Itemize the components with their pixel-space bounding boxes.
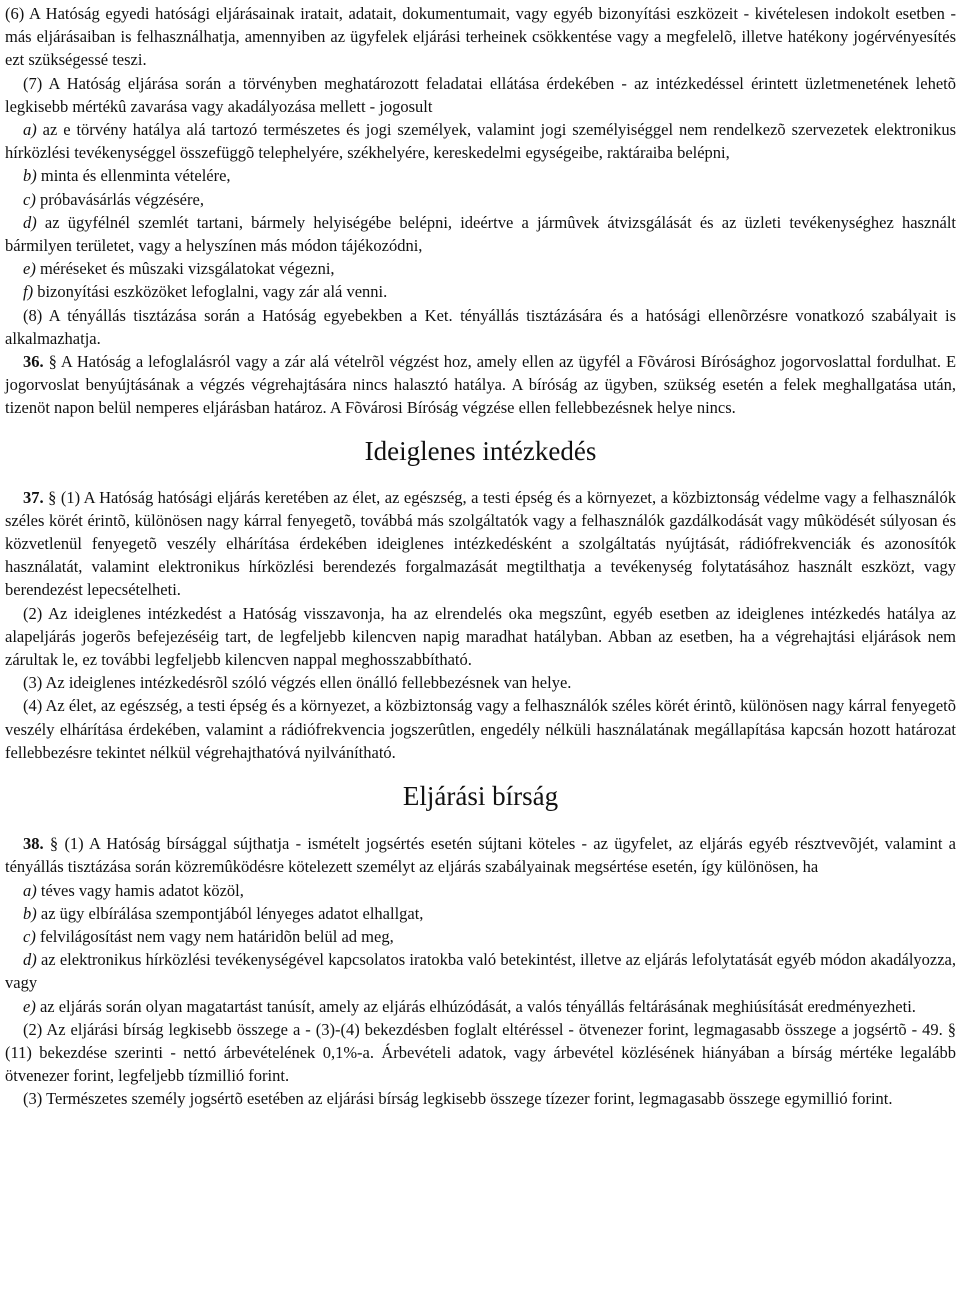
item-letter: e) <box>23 259 36 279</box>
section-sign: § <box>48 352 57 372</box>
section-number: 38. <box>23 834 44 854</box>
section-number: 36. <box>23 352 44 372</box>
item-letter: f) <box>23 282 34 302</box>
list-item-d <box>5 211 956 257</box>
paragraph-37-2: (2) Az ideiglenes intézkedést a Hatóság visszavonja, ha az elrendelés oka megszûnt, egyéb esetben az ideiglenes intézkedés hatálya az alapeljárás jogerõs befejezéséig tart, de legfeljebb kilencven napig maradhat hatályban. Abban az esetben, ha a végrehajtási eljárások nem zárultak le, ez további legfeljebb kilencven nappal meghosszabbítható. <box>5 603 956 670</box>
item-text: bizonyítási eszközöket lefoglalni, vagy zár alá venni. <box>37 282 388 302</box>
list-item-b <box>5 902 956 925</box>
list-item-f <box>5 280 956 303</box>
list-item-b <box>5 164 956 187</box>
section-text: (1) A Hatóság bírsággal sújthatja - ismételt jogsértés esetén sújtani köteles - az ügyfelet, az eljárás egyéb résztvevõjét, valamint a tényállás tisztázása során közremûködésre kötelezett személyt az eljárás szabályainak megsértése esetén, így különösen, ha <box>5 834 957 877</box>
paragraph-6: (6) A Hatóság egyedi hatósági eljárásainak iratait, adatait, dokumentumait, vagy egyéb bizonyítási eszközeit - kivételesen indokolt esetben - más eljárásaiban is felhasználhatja, amennyiben az ügyfelek eljárási terheinek csökkentése vagy a megfelelõ, illetve hatékony jogérvényesítés ezt szükségessé teszi. <box>5 4 956 70</box>
list-item-a <box>5 879 956 902</box>
section-37 <box>5 486 956 602</box>
heading-eljarasi-birsag: Eljárási bírság <box>402 781 559 812</box>
list-item-e <box>5 257 956 280</box>
item-letter: b) <box>23 166 37 186</box>
paragraph-8: (8) A tényállás tisztázása során a Hatóság egyebekben a Ket. tényállás tisztázására és a hatósági ellenõrzésre vonatkozó szabályait is alkalmazhatja. <box>5 305 956 348</box>
list-item-a <box>5 118 956 164</box>
list-item-e <box>5 995 956 1018</box>
item-text: próbavásárlás végzésére, <box>39 189 204 209</box>
section-text: A Hatóság a lefoglalásról vagy a zár alá vételrõl végzést hoz, amely ellen az ügyfél a Fõvárosi Bíróságho​z jogorvoslattal fordulhat. E jogorvoslat benyújtásának a végzés végrehajtására nincs halasztó hatálya. A bíróság az ügyben, szükség esetén a felek meghallgatása után, tizenöt napon belül nemperes eljárásban határoz. A Fõvárosi Bíróság végzése ellen fellebbezésnek helye nincs. <box>5 352 957 418</box>
section-sign: § <box>49 834 59 854</box>
item-letter: a) <box>23 120 37 140</box>
item-letter: c) <box>23 189 36 209</box>
item-text: az ügy elbírálása szempontjából lényeges adatot elhallgat, <box>40 903 424 923</box>
item-letter: e) <box>23 996 36 1016</box>
section-text: (1) A Hatóság hatósági eljárás keretében az élet, az egészség, a testi épség és a környezet, a közbiztonság védelme vagy a felhasználók széles körét érintõ, különösen nagy kárral fenyegetõ, továbbá más szolgáltatók vagy a felhasználók gazdálkodását vagy mûködését súlyosan és közvetlenül fenyegetõ veszély elhárítása érdekében ideiglenes intézkedésként a szolgáltatás nyújtását, rádiófrekvenciák és azonosítók használatát, valamint elektronikus hírközlési berendezés forgalmazását megtilthatja a tevékenység folytatásához használt eszközt, vagy berendezést lepecsételheti. <box>5 487 957 600</box>
list-item-c <box>5 925 956 948</box>
paragraph-38-3: (3) Természetes személy jogsértõ esetében az eljárási bírság legkisebb összege tízezer forint, legmagasabb összege egymillió forint. <box>23 1089 893 1109</box>
item-letter: c) <box>23 926 36 946</box>
section-sign: § <box>48 487 57 507</box>
paragraph-37-4: (4) Az élet, az egészség, a testi épség és a környezet, a közbiztonság vagy a felhasználók széles körét érintõ, különösen nagy kárral fenyegetõ veszély elhárítása érdekében, valamint a rádiófrekvencia jogszerûtlen, engedély nélküli használatának megállapítása kapcsán hozott határozat fellebbezésre tekintet nélkül végrehajthatóvá nyilvánítható. <box>5 696 956 762</box>
item-text: téves vagy hamis adatot közöl, <box>40 880 244 900</box>
list-item-c <box>5 188 956 211</box>
section-36 <box>5 350 956 420</box>
item-letter: b) <box>23 903 37 923</box>
paragraph-37-3: (3) Az ideiglenes intézkedésrõl szóló végzés ellen önálló fellebbezésnek van helye. <box>23 673 572 693</box>
item-letter: d) <box>23 212 37 232</box>
paragraph-7: (7) A Hatóság eljárása során a törvényben meghatározott feladatai ellátása érdekében - az intézkedéssel érintett üzletmenetének lehetõ legkisebb mértékû zavarása vagy akadályozása mellett - jogosult <box>5 73 956 116</box>
section-number: 37. <box>23 487 44 507</box>
list-item-d <box>5 948 956 994</box>
item-text: az eljárás során olyan magatartást tanúsít, amely az eljárás elhúzódását, a valós tényállás feltárásának meghiúsítását eredményezheti. <box>39 996 916 1016</box>
item-text: az elektronikus hírközlési tevékenységével kapcsolatos iratokba való betekintést, illetve az eljárás lefolytatását egyéb módon akadályozza, vagy <box>5 950 957 993</box>
item-letter: a) <box>23 880 37 900</box>
paragraph-38-2: (2) Az eljárási bírság legkisebb összege a - (3)-(4) bekezdésben foglalt eltéréssel - ötvenezer forint, legmagasabb összege a jogsértõ - 49. § (11) bekezdése szerinti - nettó árbevételének 0,1%-a. Árbevételi adatok, vagy árbevétel közlésének hiányában a bírság mértéke legalább ötvenezer forint, legfeljebb tízmillió forint. <box>5 1019 956 1086</box>
heading-ideiglenes-intezkedes: Ideiglenes intézkedés <box>364 435 597 466</box>
item-letter: d) <box>23 950 37 970</box>
item-text: az e törvény hatálya alá tartozó természetes és jogi személyek, valamint jogi személyiséggel nem rendelkezõ szervezetek elektronikus hírközlési tevékenységgel összefüggõ telephelyére, székhelyére, kereskedelmi egységeibe, raktáraiba belépni, <box>5 120 957 163</box>
section-38 <box>5 832 956 878</box>
item-text: felvilágosítást nem vagy nem határidõn belül ad meg, <box>39 926 394 946</box>
item-text: az ügyfélnél szemlét tartani, bármely helyiségébe belépni, ideértve a jármûvek átvizsgálását és az üzleti tevékenységhez használt bármilyen területet, vagy a helyszínen más módon tájékozódni, <box>5 212 956 256</box>
item-text: méréseket és mûszaki vizsgálatokat végezni, <box>39 259 335 279</box>
item-text: minta és ellenminta vételére, <box>40 166 231 186</box>
